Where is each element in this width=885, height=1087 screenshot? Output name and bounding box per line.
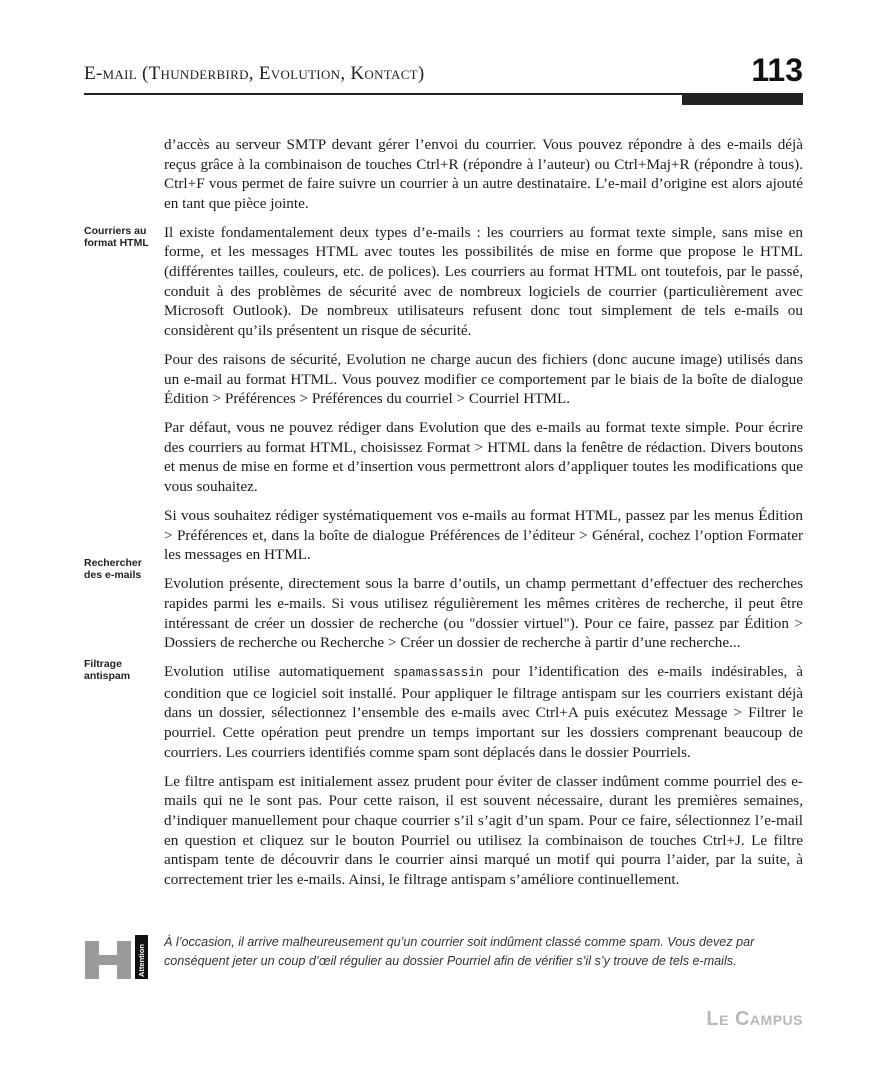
page-number: 113 (751, 52, 803, 88)
attention-icon-label: Attention (137, 944, 146, 977)
margin-note-search-mail: Rechercher des e-mails (84, 557, 142, 581)
paragraph-mail-types: Il existe fondamentalement deux types d’e-mails : les courriers au format texte simple, sans mise en forme, et les messages HTML avec toutes les possibilités de mise en forme que propose le HTML (différentes tailles, couleurs, etc. de polices). Les courriers au format HTML ont toutefois, par le passé, conduit à des problèmes de sécurité avec de nombreux logiciels de courrier (particulièrement avec Microsoft Outlook). De nombreux utilisateurs refusent donc tout simplement de tels e-mails ou considèrent qu’ils présentent un risque de sécurité. (164, 223, 803, 339)
publisher-logo: Le Campus (706, 1008, 803, 1030)
antispam-text-before: Evolution utilise automatiquement (164, 663, 394, 681)
paragraph-smtp-reply: d’accès au serveur SMTP devant gérer l’envoi du courrier. Vous pouvez répondre à des e-mails déjà reçus grâce à la combinaison de touches Ctrl+R (répondre à l’auteur) ou Ctrl+Maj+R (répondre à tous). Ctrl+F vous permet de faire suivre un courrier à un autre destinataire. L’e-mail d’origine est alors ajouté en tant que pièce jointe. (164, 136, 803, 212)
spamassassin-code: spamassassin (393, 666, 484, 681)
paragraph-default-format: Par défaut, vous ne pouvez rédiger dans Evolution que des e-mails au format texte simple. Pour écrire des courriers au format HTML, choisissez Format > HTML dans la fenêtre de rédaction. Divers boutons et menus de mise en forme et d’insertion vous permettront alors d’appliquer toutes les modifications que vous souhaitez. (164, 419, 803, 495)
paragraph-security: Pour des raisons de sécurité, Evolution ne charge aucun des fichiers (donc aucune image) utilisés dans un e-mail au format HTML. Vous pouvez modifier ce comportement par le biais de la boîte de dialogue Édition > Préférences > Préférences du courriel > Courriel HTML. (164, 350, 803, 408)
paragraph-html-preference: Si vous souhaitez rédiger systématiquement vos e-mails au format HTML, passez par les menus Édition > Préférences et, dans la boîte de dialogue Préférences de l’éditeur > Général, cochez l’option Formater les messages en HTML. (164, 507, 803, 564)
body-text (164, 135, 803, 899)
paragraph-antispam-learning: Le filtre antispam est initialement assez prudent pour éviter de classer indûment comme pourriel des e-mails qui ne le sont pas. Pour cette raison, il est souvent nécessaire, durant les premières semaines, d’indiquer manuellement pour chaque courrier s’il s’agit d’un spam. Pour ce faire, sélectionnez l’e-mail en question et cliquez sur le bouton Pourriel ou utilisez la combinaison de touches Ctrl+J. Le filtre antispam tente de découvrir dans le courrier ainsi marqué un motif qui pourra l’aider, par la suite, à correctement trier les e-mails. Ainsi, le filtrage antispam s’améliore continuellement. (164, 772, 803, 888)
margin-note-html-mail: Courriers au format HTML (84, 225, 149, 249)
attention-icon (85, 935, 149, 979)
attention-notice-text: À l’occasion, il arrive malheureusement qu’un courrier soit indûment classé comme spam. Vous devez par conséquent jeter un coup d’œil régulier au dossier Pourriel afin de vérifier s’il s’y trouve de tels e-mails. (164, 935, 755, 968)
antispam-text-after: pour l’identification des e-mails indésirables, à condition que ce logiciel soit installé. Pour appliquer le filtrage antispam sur les courriers existant déjà dans un dossier, sélectionnez l’ensemble des e-mails avec Ctrl+A puis exécutez Message > Filtrer le pourriel. Cette opération peut prendre un temps important sur les dossiers comprenant beaucoup de courriers. Les courriers identifiés comme spam sont déplacés dans le dossier Pourriels. (164, 663, 803, 761)
paragraph-antispam (164, 662, 803, 762)
running-header-title: E-mail (Thunderbird, Evolution, Kontact) (84, 63, 425, 84)
margin-note-antispam: Filtrage antispam (84, 658, 131, 682)
paragraph-search: Evolution présente, directement sous la barre d’outils, un champ permettant d’effectuer des recherches rapides parmi les e-mails. Si vous utilisez régulièrement les mêmes critères de recherche, il peut être intéressant de créer un dossier de recherche (ou "dossier virtuel"). Pour ce faire, passez par Édition > Dossiers de recherche ou Recherche > Créer un dossier de recherche à partir d’une recherche... (164, 575, 803, 652)
header-accent-bar (682, 95, 803, 105)
